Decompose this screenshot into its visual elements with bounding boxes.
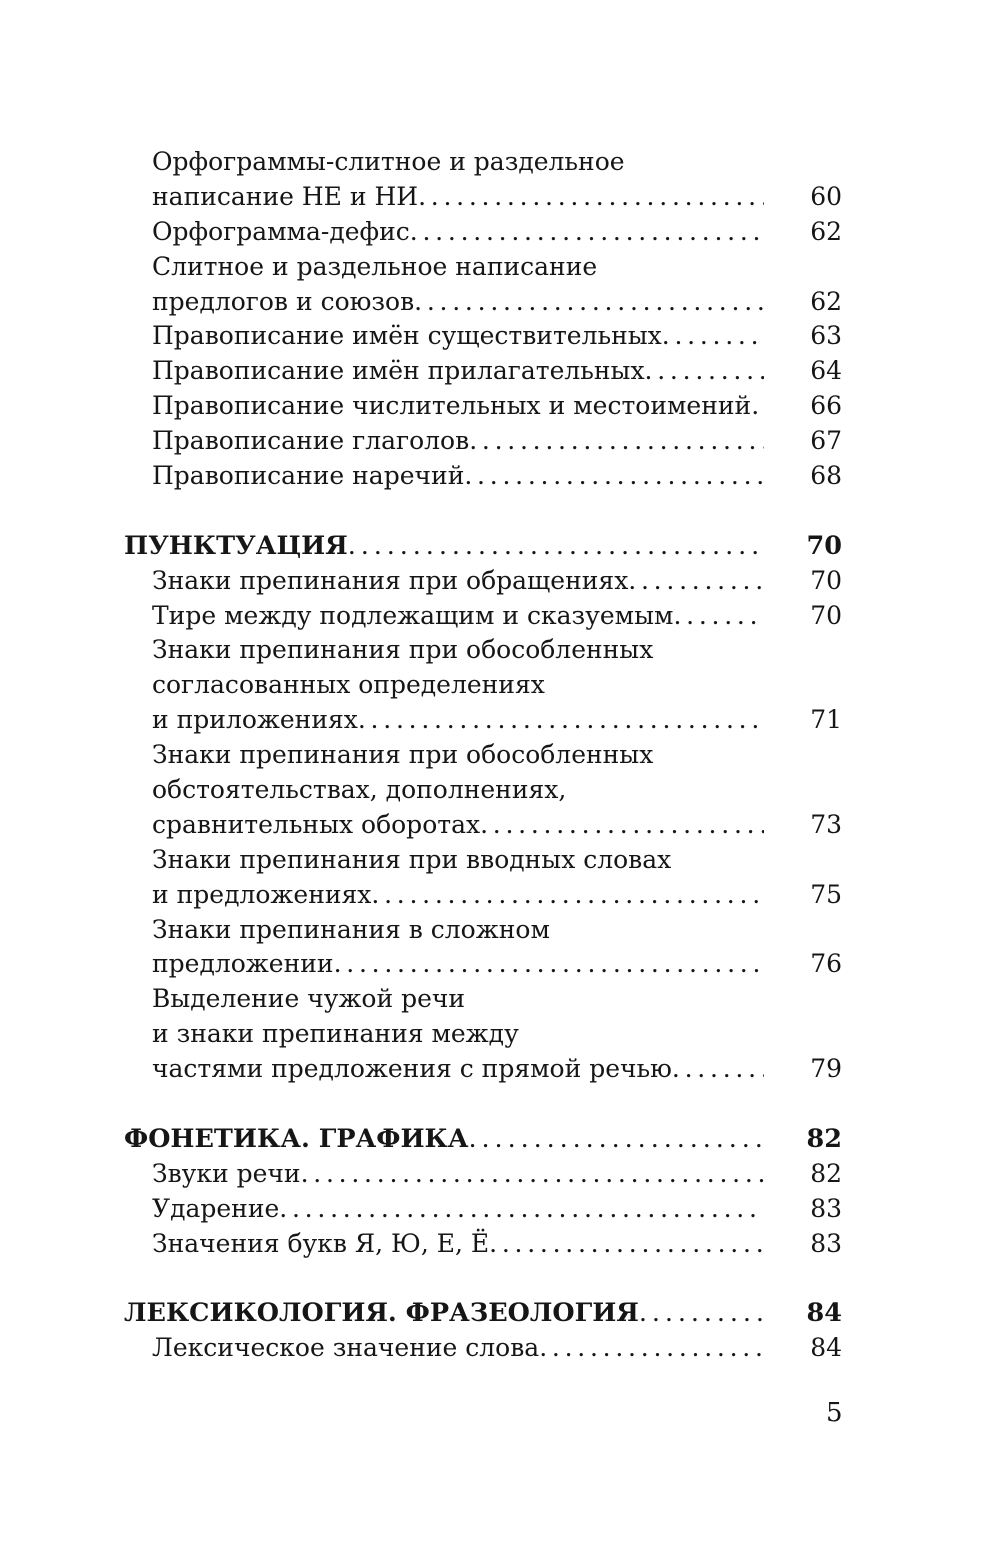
toc-page-number: 63 (810, 321, 842, 351)
toc-leader-dots (673, 599, 764, 634)
toc-leader-dots (371, 878, 764, 913)
toc-entry-text: Звуки речи (152, 1158, 301, 1188)
toc-entry (124, 982, 842, 1017)
toc-entry-text: Лексическое значение слова (152, 1333, 540, 1363)
toc-page-number: 84 (806, 1298, 842, 1329)
toc-entry (124, 180, 842, 215)
toc-entry-text: ФОНЕТИКА. ГРАФИКА (124, 1123, 469, 1154)
toc-entry-text: Правописание имён существительных (152, 321, 662, 351)
toc-entry-text: Правописание имён прилагательных (152, 356, 645, 386)
toc-entry-text: и предложениях (152, 879, 372, 909)
toc-entry-text: Правописание наречий (152, 461, 465, 491)
toc-entry (124, 389, 842, 424)
section-gap (124, 1262, 842, 1297)
toc-leader-dots (410, 215, 764, 250)
toc-page-number: 62 (810, 286, 842, 316)
toc-leader-dots (628, 564, 764, 599)
toc-entry-text: и приложениях (152, 705, 358, 735)
toc-page-number: 70 (806, 530, 842, 561)
toc-page-number: 67 (810, 426, 842, 456)
toc-entry (124, 843, 842, 878)
toc-leader-dots (672, 1052, 764, 1087)
toc-entry (124, 1017, 842, 1052)
toc-leader-dots (418, 180, 764, 215)
toc-section-heading (124, 1296, 842, 1331)
toc-leader-dots (639, 1296, 764, 1331)
toc-entry (124, 285, 842, 320)
toc-entry (124, 319, 842, 354)
toc-section-heading (124, 1122, 842, 1157)
toc-entry (124, 1052, 842, 1087)
toc-leader-dots (645, 354, 764, 389)
toc-leader-dots (469, 1122, 764, 1157)
toc-leader-dots (480, 808, 764, 843)
toc-entry (124, 947, 842, 982)
toc-leader-dots (358, 703, 764, 738)
toc-page-number: 83 (810, 1228, 842, 1258)
toc-entry-text: Слитное и раздельное написание (152, 251, 598, 281)
toc-entry (124, 703, 842, 738)
toc-entry (124, 668, 842, 703)
toc-page-number: 79 (810, 1054, 842, 1084)
toc-entry (124, 738, 842, 773)
toc-entry-text: и знаки препинания между (152, 1019, 519, 1049)
section-gap (124, 1087, 842, 1122)
toc-entry (124, 1227, 842, 1262)
toc-leader-dots (279, 1192, 764, 1227)
toc-entry (124, 215, 842, 250)
toc-page-number: 75 (810, 879, 842, 909)
toc-page-number: 73 (810, 809, 842, 839)
toc-entry-text: Значения букв Я, Ю, Е, Ё (152, 1228, 490, 1258)
toc-entry (124, 1157, 842, 1192)
toc-leader-dots (348, 529, 764, 564)
toc-entry (124, 599, 842, 634)
toc-entry-text: ЛЕКСИКОЛОГИЯ. ФРАЗЕОЛОГИЯ (124, 1298, 639, 1329)
toc-entry-text: частями предложения с прямой речью (152, 1054, 672, 1084)
page-number: 5 (826, 1398, 843, 1428)
toc-leader-dots (414, 285, 764, 320)
toc-entry-text: Правописание глаголов (152, 426, 470, 456)
toc-entry-text: Тире между подлежащим и сказуемым (152, 600, 674, 630)
toc-entry-text: написание НЕ и НИ (152, 181, 419, 211)
toc-leader-dots (334, 947, 764, 982)
section-gap (124, 494, 842, 529)
toc-page-number: 82 (806, 1123, 842, 1154)
toc-entry (124, 1331, 842, 1366)
toc-page-number: 84 (810, 1333, 842, 1363)
toc-page-number: 71 (810, 705, 842, 735)
toc-entry (124, 250, 842, 285)
toc-entry (124, 424, 842, 459)
toc-leader-dots (469, 424, 764, 459)
toc-page-number: 66 (810, 391, 842, 421)
toc-entry-text: Выделение чужой речи (152, 984, 466, 1014)
toc-entry-text: обстоятельствах, дополнениях, (152, 775, 567, 805)
toc-entry (124, 354, 842, 389)
toc-leader-dots (751, 389, 764, 424)
toc-page-number: 82 (810, 1158, 842, 1188)
toc-entry (124, 633, 842, 668)
toc-entry (124, 145, 842, 180)
toc-leader-dots (539, 1331, 764, 1366)
toc-page-number: 60 (810, 181, 842, 211)
toc-entry (124, 1192, 842, 1227)
toc-entry (124, 808, 842, 843)
toc-entry-text: Ударение (152, 1193, 280, 1223)
toc-page-number: 68 (810, 461, 842, 491)
toc-entry-text: Орфограмма-дефис (152, 216, 410, 246)
toc-entry-text: Знаки препинания при обособленных (152, 635, 654, 665)
toc-entry-text: Знаки препинания при вводных словах (152, 844, 672, 874)
toc-leader-dots (301, 1157, 764, 1192)
toc-page-number: 70 (810, 565, 842, 595)
toc-page-number: 83 (810, 1193, 842, 1223)
toc-entry-text: Знаки препинания при обособленных (152, 740, 654, 770)
toc-entry-text: Знаки препинания в сложном (152, 914, 550, 944)
toc-page-number: 76 (810, 949, 842, 979)
table-of-contents (124, 145, 842, 1366)
toc-entry (124, 913, 842, 948)
toc-entry-text: предлогов и союзов (152, 286, 415, 316)
toc-page-number: 70 (810, 600, 842, 630)
toc-entry (124, 878, 842, 913)
toc-section-heading (124, 529, 842, 564)
toc-entry (124, 773, 842, 808)
toc-leader-dots (464, 459, 764, 494)
toc-entry-text: Орфограммы-слитное и раздельное (152, 147, 625, 176)
toc-leader-dots (489, 1227, 764, 1262)
toc-leader-dots (662, 319, 764, 354)
toc-entry-text: сравнительных оборотах (152, 809, 481, 839)
toc-entry (124, 459, 842, 494)
toc-entry-text: Правописание числительных и местоимений (152, 391, 752, 421)
toc-entry-text: предложении (152, 949, 334, 979)
toc-page-number: 64 (810, 356, 842, 386)
toc-entry-text: согласованных определениях (152, 670, 545, 700)
toc-entry-text: ПУНКТУАЦИЯ (124, 530, 348, 561)
toc-entry (124, 564, 842, 599)
toc-page-number: 62 (810, 216, 842, 246)
toc-entry-text: Знаки препинания при обращениях (152, 565, 629, 595)
